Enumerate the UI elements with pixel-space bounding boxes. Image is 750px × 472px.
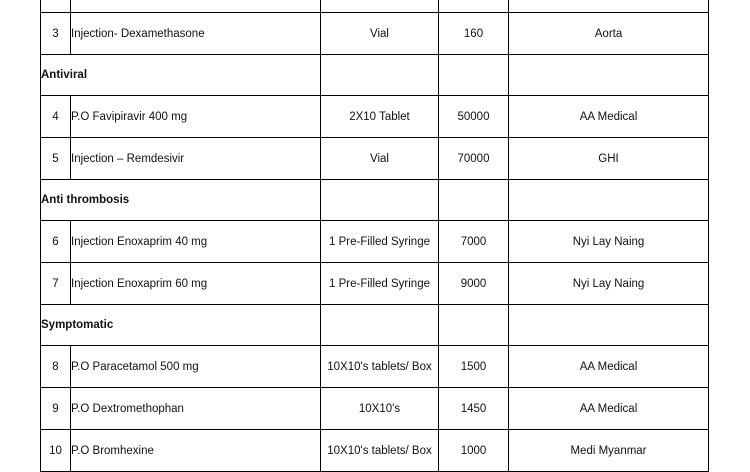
pack-unit: 1 Pre-Filled Syringe	[321, 221, 439, 263]
medicine-name: Injection- Dexamethasone	[71, 13, 321, 55]
quantity: 1500	[439, 346, 509, 388]
table-row	[41, 138, 709, 180]
medicine-name: Injection – Remdesivir	[71, 138, 321, 180]
table-row	[41, 96, 709, 138]
quantity: 50000	[439, 96, 509, 138]
medicine-name: Injection Enoxaprim 60 mg	[71, 263, 321, 305]
pack-unit: Vial	[321, 13, 439, 55]
medicine-name: Injection Enoxaprim 40 mg	[71, 221, 321, 263]
medicine-name: P.O Bromhexine	[71, 430, 321, 472]
pack-unit: 10X10's tablets/ Box	[321, 430, 439, 472]
supplier: AA Medical	[509, 388, 709, 430]
table-row	[41, 346, 709, 388]
quantity: 1450	[439, 388, 509, 430]
quantity: 70000	[439, 138, 509, 180]
row-number: 5	[41, 138, 71, 180]
medicine-table	[40, 0, 709, 472]
row-number: 10	[41, 430, 71, 472]
category-label: Anti thrombosis	[41, 180, 321, 221]
table-row	[41, 0, 709, 13]
medicine-name: P.O Paracetamol 500 mg	[71, 346, 321, 388]
row-number: 3	[41, 13, 71, 55]
row-number: 6	[41, 221, 71, 263]
category-row	[41, 305, 709, 346]
table-row	[41, 388, 709, 430]
table-row	[41, 430, 709, 472]
row-number: 9	[41, 388, 71, 430]
quantity: 1000	[439, 430, 509, 472]
category-label: Antiviral	[41, 55, 321, 96]
supplier: Medi Myanmar	[509, 430, 709, 472]
supplier: GHI	[509, 138, 709, 180]
supplier: Aorta	[509, 13, 709, 55]
quantity: 9000	[439, 263, 509, 305]
supplier: Nyi Lay Naing	[509, 263, 709, 305]
quantity: 160	[439, 13, 509, 55]
pack-unit: Vial	[321, 138, 439, 180]
pack-unit: 10X10's tablets/ Box	[321, 346, 439, 388]
supplier: AA Medical	[509, 346, 709, 388]
pack-unit: 10X10's	[321, 388, 439, 430]
pack-unit: 1 Pre-Filled Syringe	[321, 263, 439, 305]
row-number: 8	[41, 346, 71, 388]
supplier: AA Medical	[509, 96, 709, 138]
medicine-name: P.O Dextromethophan	[71, 388, 321, 430]
category-row	[41, 55, 709, 96]
category-row	[41, 180, 709, 221]
table-row	[41, 13, 709, 55]
category-label: Symptomatic	[41, 305, 321, 346]
pack-unit: 2X10 Tablet	[321, 96, 439, 138]
row-number: 4	[41, 96, 71, 138]
medicine-name: P.O Favipiravir 400 mg	[71, 96, 321, 138]
supplier: Nyi Lay Naing	[509, 221, 709, 263]
table-row	[41, 263, 709, 305]
table-row	[41, 221, 709, 263]
quantity: 7000	[439, 221, 509, 263]
row-number: 7	[41, 263, 71, 305]
